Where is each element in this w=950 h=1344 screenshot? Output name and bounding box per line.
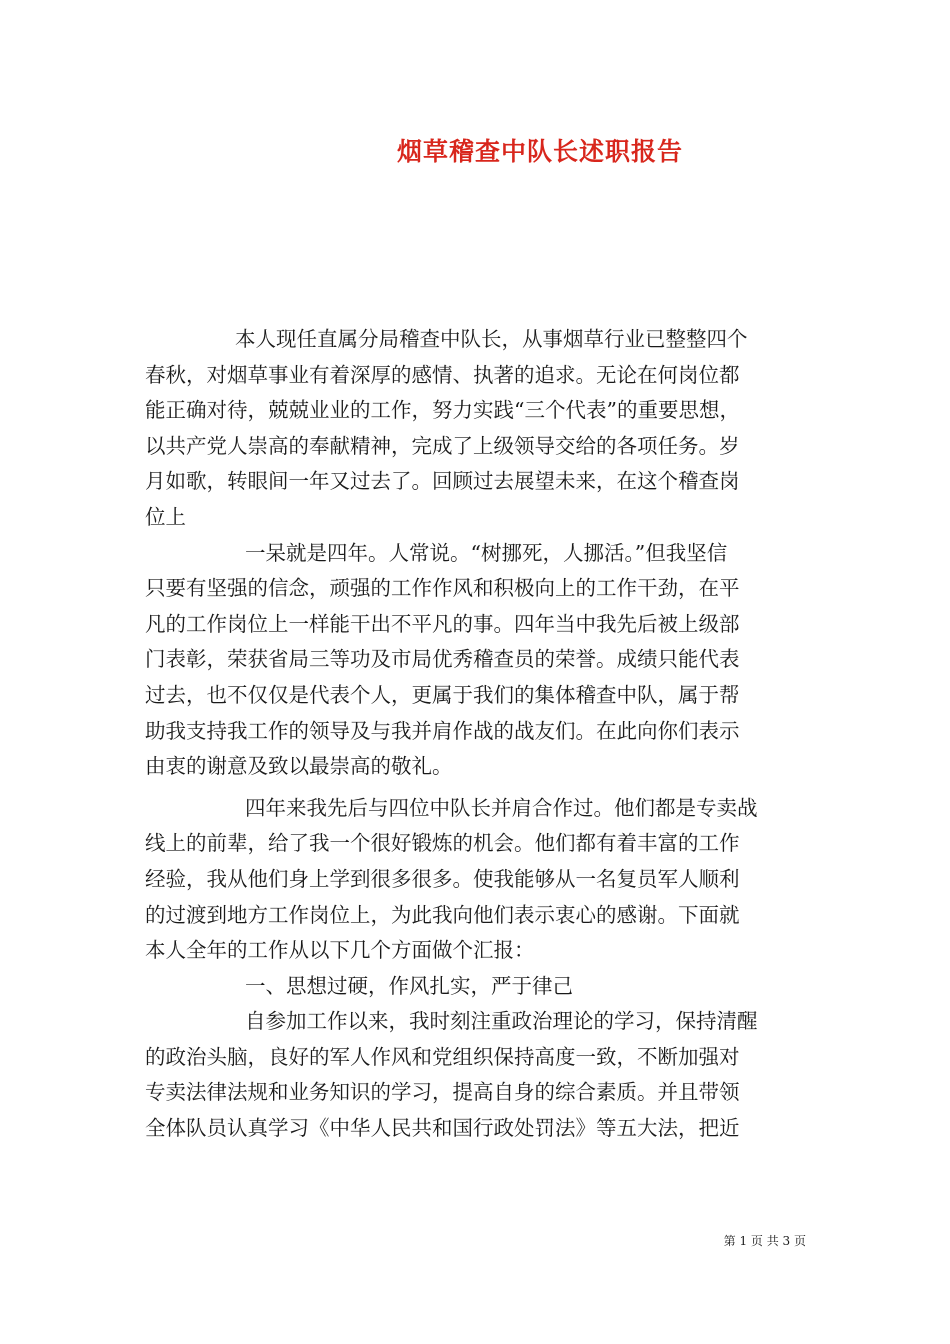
text-line: 位上 xyxy=(145,504,186,529)
text-line: 由衷的谢意及致以最崇高的敬礼。 xyxy=(145,754,453,779)
text-line: 以共产党人崇高的奉献精神，完成了上级领导交给的各项任务。岁 xyxy=(145,433,740,458)
text-line: 能正确对待，兢兢业业的工作，努力实践“三个代表”的重要思想， xyxy=(145,398,740,423)
text-line: 只要有坚强的信念，顽强的工作作风和积极向上的工作干劲，在平 xyxy=(145,576,740,601)
text-line: 的过渡到地方工作岗位上，为此我向他们表示衷心的感谢。下面就 xyxy=(145,902,740,927)
page-number: 第 1 页 共 3 页 xyxy=(723,1234,806,1248)
text-line: 一呆就是四年。人常说。“树挪死，人挪活。”但我坚信 xyxy=(245,540,728,565)
text-line: 门表彰，荣获省局三等功及市局优秀稽查员的荣誉。成绩只能代表 xyxy=(145,647,740,672)
text-line: 全体队员认真学习《中华人民共和国行政处罚法》等五大法，把近 xyxy=(145,1116,740,1141)
document-body xyxy=(145,322,807,1147)
text-line: 专卖法律法规和业务知识的学习，提高自身的综合素质。并且带领 xyxy=(145,1080,740,1105)
text-line: 的政治头脑，良好的军人作风和党组织保持高度一致，不断加强对 xyxy=(145,1044,740,1069)
text-line: 春秋，对烟草事业有着深厚的感情、执著的追求。无论在何岗位都 xyxy=(145,362,740,387)
text-line: 过去，也不仅仅是代表个人，更属于我们的集体稽查中队，属于帮 xyxy=(145,682,740,707)
text-line: 本人现任直属分局稽查中队长，从事烟草行业已整整四个 xyxy=(235,327,748,351)
text-line: 线上的前辈，给了我一个很好锻炼的机会。他们都有着丰富的工作 xyxy=(145,831,740,856)
text-line: 经验，我从他们身上学到很多很多。使我能够从一名复员军人顺利 xyxy=(145,866,740,891)
section-heading: 一、思想过硬，作风扎实，严于律己 xyxy=(245,973,573,998)
text-line: 月如歌，转眼间一年又过去了。回顾过去展望未来，在这个稽查岗 xyxy=(145,469,740,494)
document-title: 烟草稽查中队长述职报告 xyxy=(396,137,683,166)
text-line: 本人全年的工作从以下几个方面做个汇报： xyxy=(145,938,535,963)
text-line: 四年来我先后与四位中队长并肩合作过。他们都是专卖战 xyxy=(245,795,758,820)
text-line: 助我支持我工作的领导及与我并肩作战的战友们。在此向你们表示 xyxy=(145,718,740,743)
text-line: 凡的工作岗位上一样能干出不平凡的事。四年当中我先后被上级部 xyxy=(145,611,740,636)
text-line: 自参加工作以来，我时刻注重政治理论的学习，保持清醒 xyxy=(245,1009,758,1034)
